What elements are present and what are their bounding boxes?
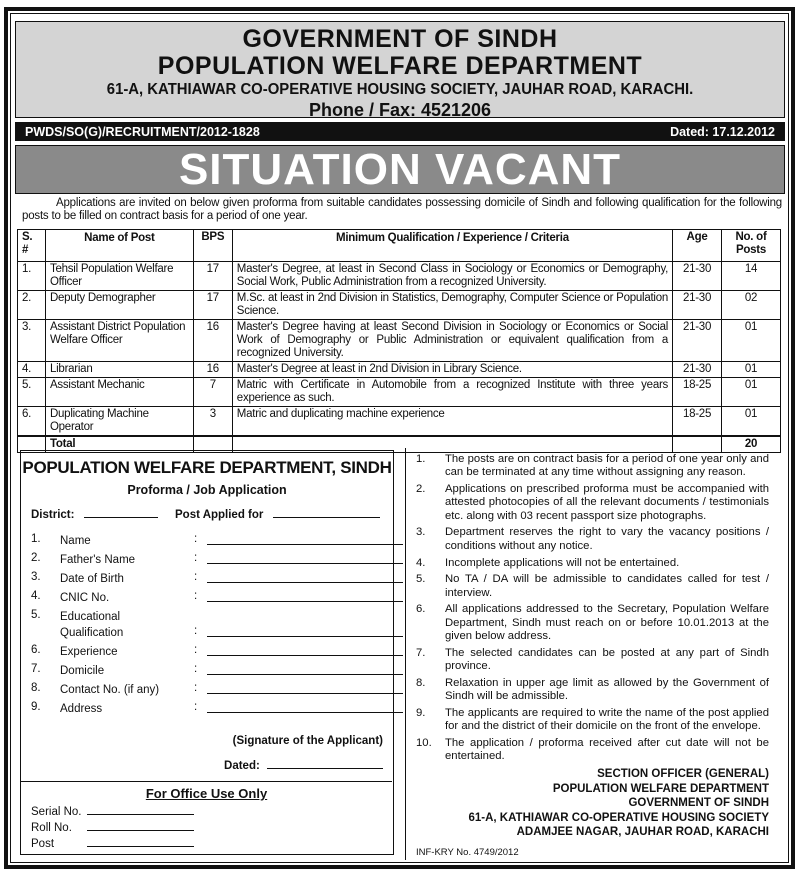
- header-box: [15, 21, 785, 118]
- cell-post: Assistant District Population Welfare Officer: [45, 320, 193, 362]
- field-number: 7.: [31, 663, 41, 675]
- field-number: 3.: [31, 571, 41, 583]
- cell-sn: 4.: [18, 362, 46, 378]
- cell-post: Tehsil Population Welfare Officer: [45, 262, 193, 291]
- note-number: 10.: [416, 737, 432, 750]
- signatory-line: SECTION OFFICER (GENERAL): [597, 768, 769, 781]
- note-number: 6.: [416, 603, 426, 616]
- note-number: 7.: [416, 646, 426, 659]
- field-input[interactable]: [207, 573, 403, 583]
- field-label: Educational Qualification: [60, 611, 124, 639]
- field-label: Name: [60, 535, 91, 547]
- note-number: 4.: [416, 556, 426, 569]
- cell-criteria: Master's Degree having at least Second Division in Sociology or Economics or Social Work of Demography or Public Administration or equivalent qualification from a recognized University.: [232, 320, 672, 362]
- field-colon: :: [194, 590, 198, 602]
- cell-post: Assistant Mechanic: [45, 378, 193, 407]
- cell-bps: 16: [193, 320, 232, 362]
- field-input[interactable]: [207, 535, 403, 545]
- office-field-input[interactable]: [87, 821, 194, 831]
- note-text: The application / proforma received after cut date will not be entertained.: [445, 737, 769, 763]
- note-item: [416, 707, 783, 734]
- proforma-title: POPULATION WELFARE DEPARTMENT, SINDH: [22, 458, 392, 477]
- table-row: [18, 262, 781, 291]
- cell-criteria: Master's Degree, at least in Second Class in Sociology or Economics or Demography, Social Work, Public Administration from a recognized University.: [232, 262, 672, 291]
- cell-posts: 01: [722, 378, 781, 407]
- field-label: Father's Name: [60, 554, 136, 566]
- cell-sn: 3.: [18, 320, 46, 362]
- note-item: [416, 647, 783, 674]
- signature-label: (Signature of the Applicant): [232, 735, 383, 747]
- field-colon: :: [194, 571, 198, 583]
- office-field-label: Post: [31, 838, 55, 850]
- note-text: Incomplete applications will not be entertained.: [445, 556, 680, 569]
- field-colon: :: [194, 644, 198, 656]
- cell-age: 21-30: [673, 291, 722, 320]
- field-colon: :: [194, 663, 198, 675]
- note-item: [416, 677, 783, 704]
- note-text: No TA / DA will be admissible to candidates called for test / interview.: [445, 573, 769, 599]
- column-header: Minimum Qualification / Experience / Criteria: [232, 230, 672, 262]
- cell-sn: 2.: [18, 291, 46, 320]
- office-field-input[interactable]: [87, 805, 194, 815]
- table-row: [18, 407, 781, 437]
- cell-bps: 17: [193, 291, 232, 320]
- note-number: 9.: [416, 707, 426, 720]
- cell-age: 18-25: [673, 378, 722, 407]
- column-header: No. of Posts: [722, 230, 781, 262]
- cell-posts: 01: [722, 362, 781, 378]
- header-address: 61-A, KATHIAWAR CO-OPERATIVE HOUSING SOCIETY, JAUHAR ROAD, KARACHI.: [106, 81, 694, 98]
- total-label: Total: [45, 436, 193, 453]
- field-colon: :: [194, 552, 198, 564]
- field-label: Date of Birth: [60, 573, 124, 585]
- field-input[interactable]: [207, 703, 403, 713]
- cell-criteria: Matric with Certificate in Automobile from a recognized Institute with three years experience as such.: [232, 378, 672, 407]
- note-text: All applications addressed to the Secretary, Population Welfare Department, Sindh must reach on or before 10.01.2013 at the given below address.: [445, 603, 769, 643]
- district-label: District:: [31, 509, 75, 521]
- header-government: GOVERNMENT OF SINDH: [242, 25, 558, 53]
- terms-and-conditions: [405, 448, 783, 860]
- field-number: 6.: [31, 644, 41, 656]
- field-number: 2.: [31, 552, 41, 564]
- district-field[interactable]: [84, 508, 158, 518]
- vacancy-table: [17, 229, 781, 453]
- field-input[interactable]: [207, 554, 403, 564]
- office-field-label: Serial No.: [31, 806, 82, 818]
- cell-bps: 16: [193, 362, 232, 378]
- cell-post: Deputy Demographer: [45, 291, 193, 320]
- cell-posts: 14: [722, 262, 781, 291]
- field-colon: :: [194, 682, 198, 694]
- reference-bar: [15, 122, 785, 141]
- cell-criteria: Matric and duplicating machine experience: [232, 407, 672, 437]
- cell-age: 18-25: [673, 407, 722, 437]
- note-text: Applications on prescribed proforma must be accompanied with attested photocopies of all the relevant documents / testimonials etc. along with 03 recent passport size photographs.: [445, 483, 769, 522]
- column-header: Age: [673, 230, 722, 262]
- cell-bps: 7: [193, 378, 232, 407]
- field-input[interactable]: [207, 627, 403, 637]
- column-header: BPS: [193, 230, 232, 262]
- field-label: Address: [60, 703, 103, 715]
- cell-criteria: Master's Degree at least in 2nd Division in Library Science.: [232, 362, 672, 378]
- cell-age: 21-30: [673, 362, 722, 378]
- note-number: 8.: [416, 676, 426, 689]
- note-item: [416, 453, 783, 480]
- note-text: The posts are on contract basis for a period of one year only and can be terminated at any time without assigning any reason.: [445, 453, 769, 479]
- cell-posts: 01: [722, 407, 781, 437]
- note-item: [416, 573, 783, 600]
- office-field: [31, 821, 194, 834]
- office-field-label: Roll No.: [31, 822, 72, 834]
- dated-field[interactable]: [267, 759, 383, 769]
- field-input[interactable]: [207, 665, 403, 675]
- field-colon: :: [194, 701, 198, 713]
- intro-text: Applications are invited on below given proforma from suitable candidates possessing domicile of Sindh and following qualification for the following posts to be filled on contract basis for a period of one year.: [22, 197, 782, 222]
- field-input[interactable]: [207, 684, 403, 694]
- header-department: POPULATION WELFARE DEPARTMENT: [157, 52, 643, 80]
- proforma-subtitle: Proforma / Job Application: [127, 483, 287, 497]
- note-text: Department reserves the right to vary the vacancy positions / conditions without any notice.: [445, 526, 769, 552]
- cell-bps: 3: [193, 407, 232, 437]
- table-row: [18, 362, 781, 378]
- note-item: [416, 557, 783, 570]
- field-input[interactable]: [207, 592, 403, 602]
- cell-sn: 1.: [18, 262, 46, 291]
- field-number: 5.: [31, 609, 41, 621]
- office-use-title: For Office Use Only: [145, 786, 268, 801]
- field-colon: :: [194, 625, 198, 637]
- signatory-line: 61-A, KATHIAWAR CO-OPERATIVE HOUSING SOCIETY: [468, 811, 769, 824]
- office-field: [31, 805, 194, 818]
- note-text: Relaxation in upper age limit as allowed by the Government of Sindh will be admissible.: [445, 676, 769, 703]
- cell-posts: 01: [722, 320, 781, 362]
- inf-number: INF-KRY No. 4749/2012: [416, 846, 519, 858]
- note-number: 5.: [416, 573, 426, 586]
- office-field: [31, 837, 194, 850]
- signatory-line: POPULATION WELFARE DEPARTMENT: [552, 782, 769, 795]
- signatory-line: ADAMJEE NAGAR, JAUHAR ROAD, KARACHI: [516, 826, 769, 839]
- note-number: 2.: [416, 483, 426, 496]
- office-field-input[interactable]: [87, 837, 194, 847]
- dated-label: Dated:: [224, 760, 260, 772]
- cell-post: Duplicating Machine Operator: [45, 407, 193, 437]
- cell-criteria: M.Sc. at least in 2nd Division in Statistics, Demography, Computer Science or Population Science.: [232, 291, 672, 320]
- office-use-section: [21, 781, 392, 850]
- note-item: [416, 483, 783, 523]
- signatory-line: GOVERNMENT OF SINDH: [628, 797, 769, 810]
- column-header: Name of Post: [45, 230, 193, 262]
- note-number: 3.: [416, 526, 426, 539]
- post-applied-label: Post Applied for: [175, 509, 264, 521]
- cell-posts: 02: [722, 291, 781, 320]
- field-label: CNIC No.: [60, 592, 110, 604]
- field-input[interactable]: [207, 646, 403, 656]
- post-applied-field[interactable]: [273, 508, 380, 518]
- table-row: [18, 320, 781, 362]
- cell-post: Librarian: [45, 362, 193, 378]
- field-number: 9.: [31, 701, 41, 713]
- field-number: 8.: [31, 682, 41, 694]
- cell-age: 21-30: [673, 262, 722, 291]
- cell-bps: 17: [193, 262, 232, 291]
- signatory-block: [416, 767, 769, 840]
- header-phone: Phone / Fax: 4521206: [308, 100, 492, 120]
- field-number: 4.: [31, 590, 41, 602]
- note-number: 1.: [416, 453, 426, 465]
- total-value: 20: [722, 436, 781, 453]
- page-title: SITUATION VACANT: [15, 145, 785, 194]
- field-label: Domicile: [60, 665, 105, 677]
- note-item: [416, 526, 783, 553]
- application-proforma: [20, 450, 394, 855]
- cell-sn: 5.: [18, 378, 46, 407]
- table-row: [18, 378, 781, 407]
- note-item: [416, 737, 783, 764]
- note-text: The selected candidates can be posted at any part of Sindh province.: [445, 646, 769, 673]
- field-colon: :: [194, 533, 198, 545]
- cell-sn: 6.: [18, 407, 46, 437]
- cell-age: 21-30: [673, 320, 722, 362]
- table-row: [18, 291, 781, 320]
- field-label: Contact No. (if any): [60, 684, 160, 696]
- field-number: 1.: [31, 533, 41, 545]
- note-text: The applicants are required to write the name of the post applied for and the district of their domicile on the front of the envelope.: [445, 707, 769, 733]
- reference-date: Dated: 17.12.2012: [670, 124, 775, 139]
- note-item: [416, 603, 783, 643]
- field-label: Experience: [60, 646, 118, 658]
- column-header: S. #: [18, 230, 46, 262]
- reference-number: PWDS/SO(G)/RECRUITMENT/2012-1828: [25, 124, 260, 139]
